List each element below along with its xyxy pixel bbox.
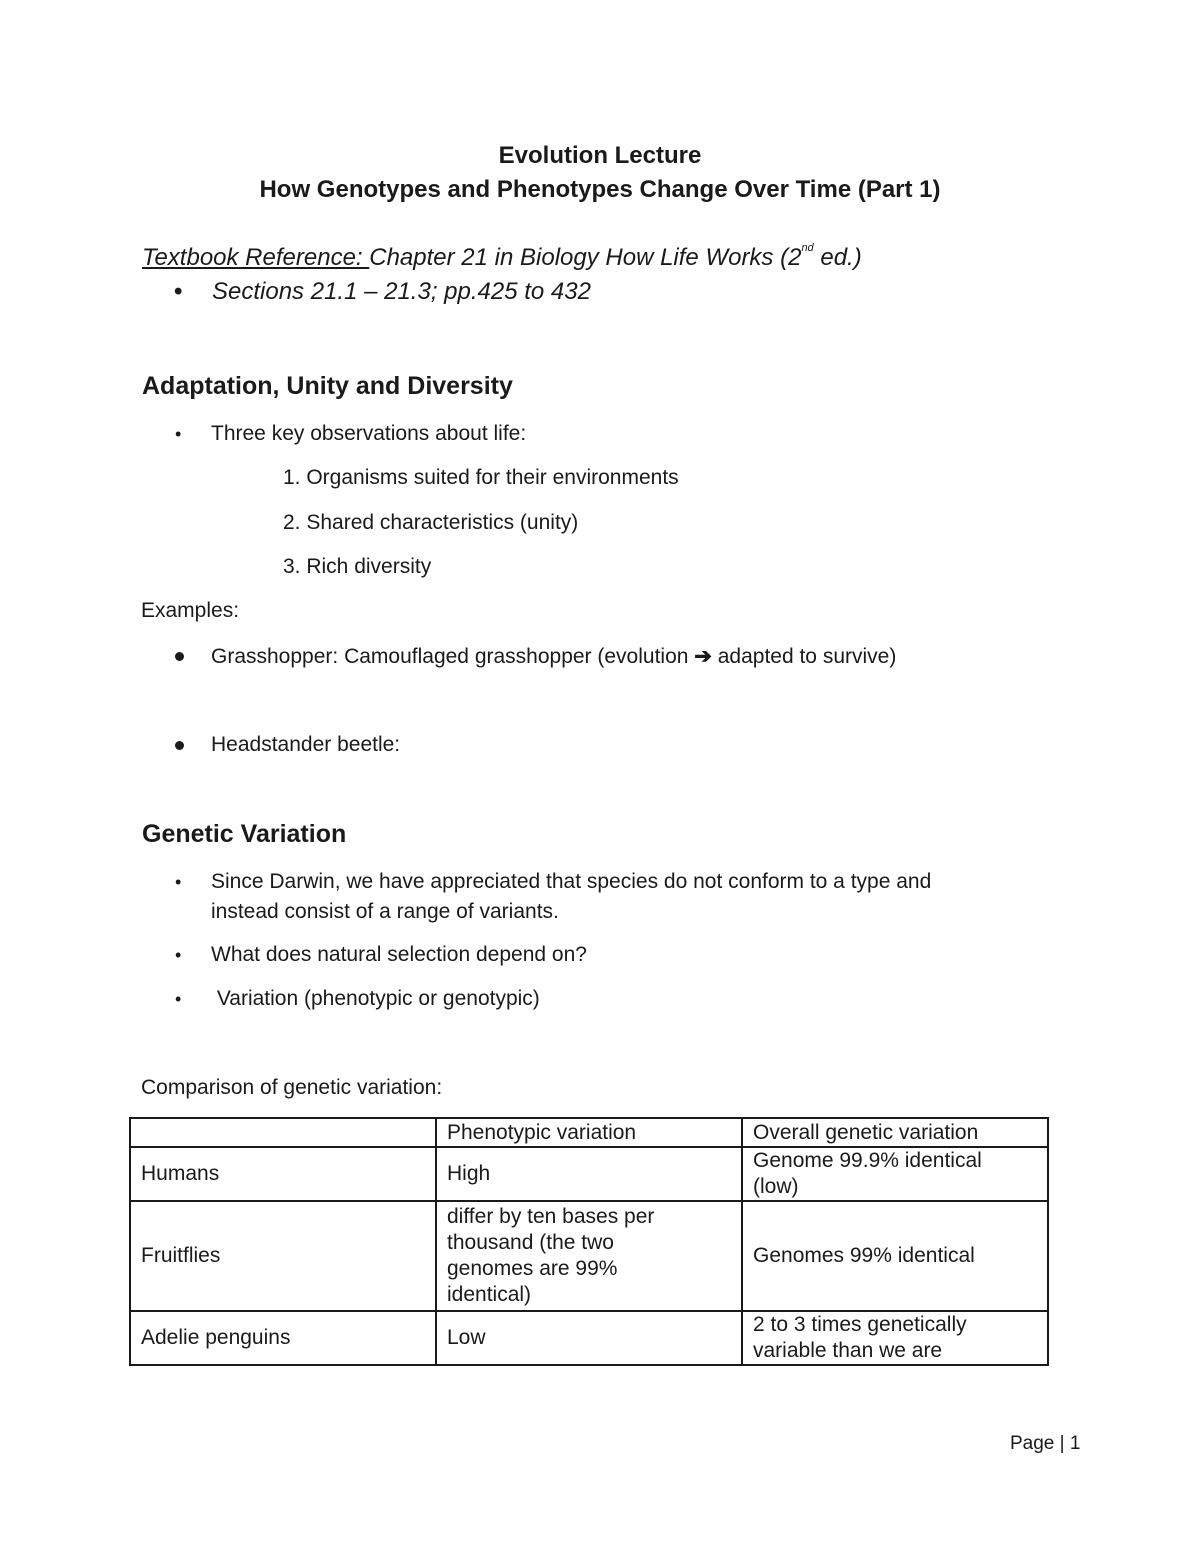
observation-item: 1. Organisms suited for their environments	[283, 466, 679, 489]
table-cell-phenotypic	[436, 1311, 742, 1365]
bullet-icon: •	[175, 945, 182, 965]
cell-line: Low	[447, 1326, 486, 1349]
cell-line: identical)	[447, 1283, 532, 1306]
table-cell-genetic	[742, 1201, 1048, 1311]
observation-item: 3. Rich diversity	[283, 555, 432, 578]
page-separator: |	[1059, 1433, 1065, 1454]
table-header-cell	[130, 1118, 436, 1147]
table-cell-phenotypic	[436, 1201, 742, 1311]
bullet-icon: •	[175, 424, 182, 444]
observations-intro: Three key observations about life:	[211, 422, 527, 445]
genetic-item: Variation (phenotypic or genotypic)	[211, 987, 540, 1010]
genetic-item: What does natural selection depend on?	[211, 943, 587, 966]
cell-line: Genomes 99% identical	[753, 1244, 975, 1267]
cell-line: (low)	[753, 1175, 799, 1198]
cell-line: variable than we are	[753, 1339, 943, 1362]
reference-label: Textbook Reference:	[142, 244, 370, 271]
document-title: Evolution Lecture	[498, 142, 702, 169]
table-row	[130, 1147, 1048, 1201]
textbook-reference	[142, 244, 862, 272]
table-cell-genetic	[742, 1147, 1048, 1201]
bullet-icon: •	[174, 278, 183, 305]
observation-item: 2. Shared characteristics (unity)	[283, 511, 579, 534]
genetic-item-line: Since Darwin, we have appreciated that species do not conform to a type and	[211, 870, 932, 893]
table-row	[130, 1311, 1048, 1365]
table-cell-organism: Adelie penguins	[130, 1311, 436, 1365]
bullet-icon: •	[175, 989, 182, 1009]
document-subtitle: How Genotypes and Phenotypes Change Over Time (Part 1)	[259, 176, 941, 203]
example-grasshopper-text: Grasshopper: Camouflaged grasshopper (evolution	[211, 645, 695, 668]
table-cell-phenotypic	[436, 1147, 742, 1201]
comparison-table	[129, 1117, 1049, 1366]
reference-text: Chapter 21 in Biology How Life Works (2	[369, 244, 802, 271]
reference-text-end: ed.)	[813, 244, 862, 271]
section-heading-genetic-variation: Genetic Variation	[142, 820, 347, 848]
comparison-label: Comparison of genetic variation:	[141, 1076, 443, 1099]
table-header-cell: Overall genetic variation	[742, 1118, 1048, 1147]
example-beetle: Headstander beetle:	[211, 733, 401, 756]
section-heading-adaptation: Adaptation, Unity and Diversity	[142, 372, 513, 400]
example-grasshopper	[211, 644, 896, 669]
bullet-dot-icon	[175, 652, 184, 661]
examples-label: Examples:	[141, 599, 240, 622]
cell-line: High	[447, 1162, 491, 1185]
table-cell-genetic	[742, 1311, 1048, 1365]
page-label: Page	[1010, 1433, 1055, 1454]
bullet-icon: •	[175, 872, 182, 892]
example-grasshopper-text-end: adapted to survive)	[711, 645, 897, 668]
reference-sections: Sections 21.1 – 21.3; pp.425 to 432	[212, 278, 591, 305]
cell-line: differ by ten bases per	[447, 1205, 655, 1228]
arrow-right-icon: ➔	[694, 645, 712, 668]
bullet-dot-icon	[175, 741, 184, 750]
reference-superscript: nd	[801, 242, 814, 254]
cell-line: thousand (the two	[447, 1231, 614, 1254]
cell-line: 2 to 3 times genetically	[753, 1313, 967, 1336]
table-cell-organism: Fruitflies	[130, 1201, 436, 1311]
cell-line: genomes are 99%	[447, 1257, 618, 1280]
table-row	[130, 1201, 1048, 1311]
table-cell-organism: Humans	[130, 1147, 436, 1201]
table-header-cell: Phenotypic variation	[436, 1118, 742, 1147]
page-footer	[1010, 1433, 1080, 1455]
cell-line: Genome 99.9% identical	[753, 1149, 982, 1172]
genetic-item-line: instead consist of a range of variants.	[211, 900, 559, 923]
table-header-row	[130, 1118, 1048, 1147]
page-number: 1	[1069, 1433, 1081, 1454]
